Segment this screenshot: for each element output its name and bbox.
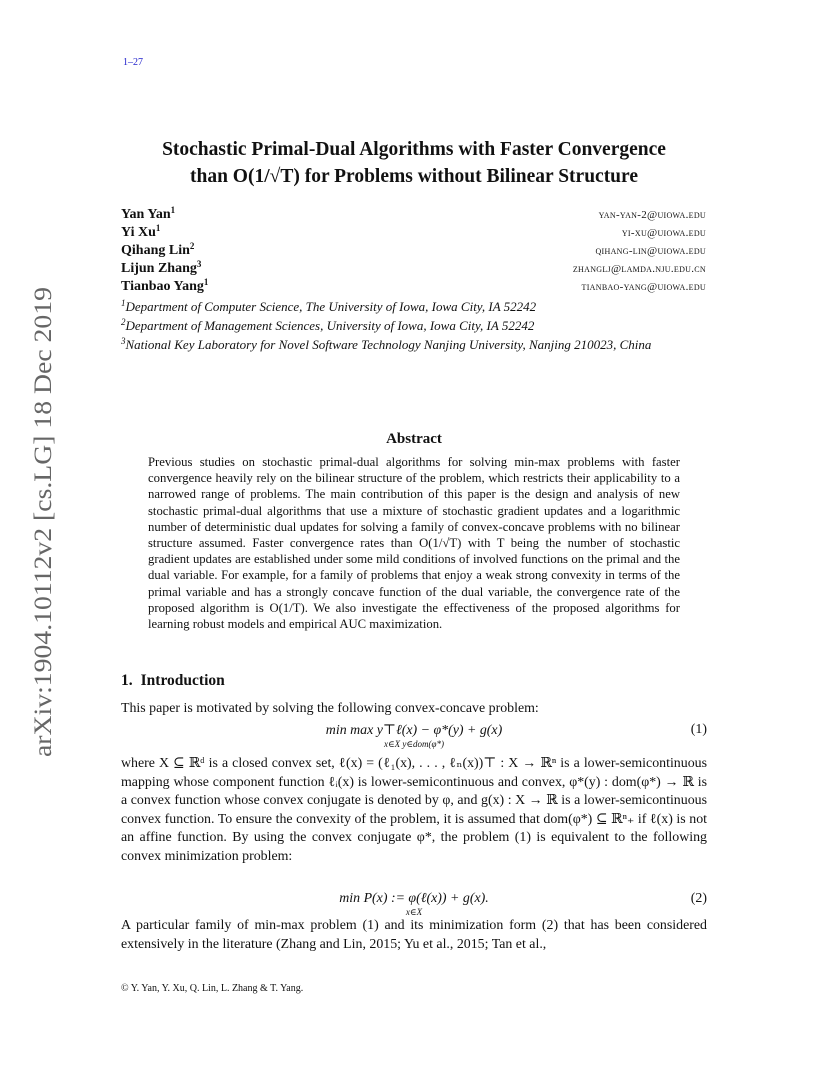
abstract-body: Previous studies on stochastic primal-dual algorithms for solving min-max problems with faster convergence heavily rely on the bilinear structure of the problem, which restricts their applicability to a narrowed range of problems. The main contribution of this paper is the design and analysis of new stochastic primal-dual algorithms that use a mixture of stochastic gradient updates and a logarithmic number of deterministic dual updates for solving a family of convex-concave problems with no bilinear structure assumed. Faster convergence rates than O(1/√T) with T being the number of stochastic gradient updates are established under some mild conditions of involved functions on the primal and the dual variable. For example, for a family of problems that enjoy a weak strong convexity in terms of the primal variable and has a strongly concave function of the dual variable, the convergence rate of the proposed algorithm is O(1/T). We also investigate the effectiveness of the proposed algorithms for learning robust models and empirical AUC maximization. [148, 455, 680, 632]
author-email[interactable]: zhanglj@lamda.nju.edu.cn [572, 263, 706, 275]
affiliation: $^2$Department of Management Sciences, University of Iowa, Iowa City, IA 52242 [121, 317, 535, 333]
author-email[interactable]: qihang-lin@uiowa.edu [595, 245, 706, 257]
section-heading: 1. Introduction [121, 672, 225, 689]
author-name: Yi Xu$^1$ [121, 223, 161, 240]
equation-1-number: (1) [690, 722, 707, 737]
author-email[interactable]: yan-yan-2@uiowa.edu [598, 209, 706, 221]
author-name: Lijun Zhang$^3$ [121, 259, 202, 276]
equation-1-expression: min max y⊤ℓ(x) − φ*(y) + g(x) x∈X y∈dom(φ*) [325, 723, 503, 749]
copyright-footer: © Y. Yan, Y. Xu, Q. Lin, L. Zhang & T. Yang. [121, 983, 304, 994]
author-email[interactable]: tianbao-yang@uiowa.edu [581, 281, 706, 293]
arxiv-identifier [21, 287, 61, 757]
abstract-heading: Abstract [386, 431, 442, 447]
intro-paragraph: This paper is motivated by solving the following convex-concave problem: [121, 701, 539, 716]
page-range: 1–27 [123, 57, 143, 68]
equation-1 [121, 722, 707, 756]
intro-paragraph: A particular family of min-max problem (1) and its minimization form (2) that has been considered extensively in the literature (Zhang and Lin, 2015; Yu et al., 2015; Tan et al., [121, 918, 707, 952]
affiliation: $^1$Department of Computer Science, The University of Iowa, Iowa City, IA 52242 [121, 298, 537, 314]
equation-2-number: (2) [690, 891, 707, 906]
author-name: Qihang Lin$^2$ [121, 241, 195, 258]
equation-2-expression: min P(x) := φ(ℓ(x)) + g(x). x∈X [339, 891, 489, 917]
author-name: Yan Yan$^1$ [121, 205, 176, 222]
title-line-1: Stochastic Primal-Dual Algorithms with Faster Convergence [162, 139, 666, 160]
author-name: Tianbao Yang$^1$ [121, 277, 209, 294]
author-email[interactable]: yi-xu@uiowa.edu [621, 227, 706, 239]
title-line-2: than O(1/√T) for Problems without Bilinear Structure [189, 166, 638, 187]
arxiv-id-text: arXiv:1904.10112v2 [cs.LG] 18 Dec 2019 [30, 333, 57, 757]
paper-title [90, 136, 738, 190]
intro-paragraph: where X ⊆ ℝᵈ is a closed convex set, ℓ(x) = (ℓ₁(x), . . . , ℓₙ(x))⊤ : X → ℝⁿ is a lower-semicontinuous mapping whose component function ℓᵢ(x) is lower-semicontinuous and convex, φ*(y) : dom(φ*) → ℝ is a convex function whose convex conjugate is denoted by φ, and g(x) : X → ℝ is a lower-semicontinuous convex function. To ensure the convexity of the problem, it is assumed that dom(φ*) ⊆ ℝⁿ₊ if ℓ(x) is not an affine function. By using the convex conjugate φ*, the problem (1) is equivalent to the following convex minimization problem: [121, 756, 707, 864]
affiliation: $^3$National Key Laboratory for Novel Software Technology Nanjing University, Nanjing 210023, China [121, 336, 652, 352]
